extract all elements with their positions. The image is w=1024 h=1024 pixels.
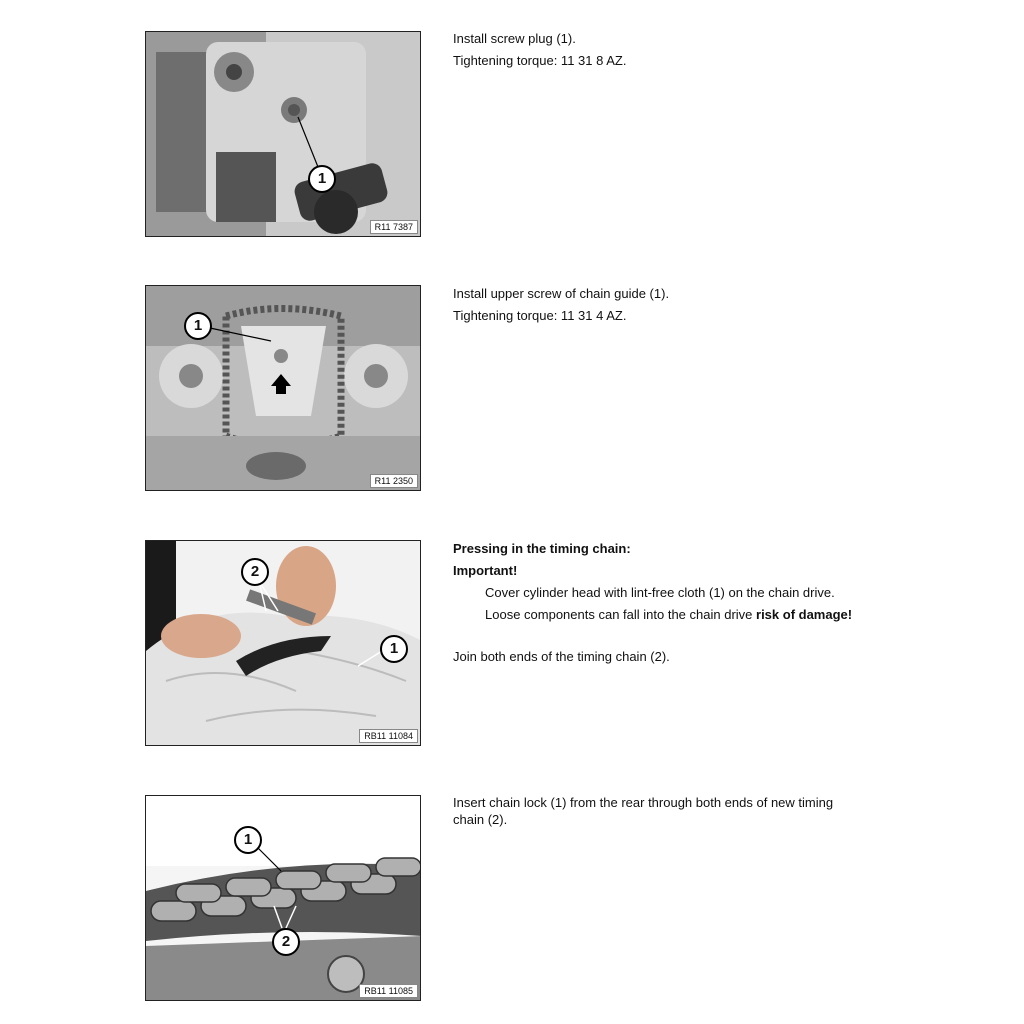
step-1-photo (145, 31, 421, 237)
step-2-text (453, 283, 903, 327)
important-label: Important! (453, 563, 518, 578)
step-3-photo (145, 540, 421, 746)
step-2-photo (145, 285, 421, 491)
step-1-figure-ref: R11 7387 (370, 220, 418, 234)
step-3-callout-2: 2 (250, 563, 260, 580)
step-2-callout-1: 1 (193, 317, 203, 334)
risk-of-damage: risk of damage! (756, 607, 853, 622)
step-3-instruction: Join both ends of the timing chain (2). (453, 649, 670, 664)
step-1-callout-1: 1 (317, 170, 327, 187)
step-4-figure-ref: RB11 11085 (359, 984, 418, 998)
engine-screw-plug-image (146, 32, 421, 237)
step-1-text (453, 28, 903, 72)
step-2-figure-ref: R11 2350 (370, 474, 418, 488)
important-note-cloth: Cover cylinder head with lint-free cloth (1) on the chain drive. (485, 585, 835, 600)
step-4-instruction-line-1: Insert chain lock (1) from the rear through both ends of new timing (453, 795, 834, 810)
step-4-callout-2: 2 (281, 933, 291, 950)
chain-guide-image (146, 286, 421, 491)
step-2-instruction: Install upper screw of chain guide (1). (453, 286, 670, 301)
step-3-text (453, 538, 903, 668)
step-4-photo (145, 795, 421, 1001)
step-1-instruction: Install screw plug (1). (453, 31, 576, 46)
important-note-damage (453, 604, 903, 626)
chain-lock-image (146, 796, 421, 1001)
step-3-callout-1: 1 (389, 640, 399, 657)
step-2-torque: Tightening torque: 11 31 4 AZ. (453, 308, 627, 323)
step-3-heading: Pressing in the timing chain: (453, 541, 631, 556)
step-1-torque: Tightening torque: 11 31 8 AZ. (453, 53, 627, 68)
step-4-instruction-line-2: chain (2). (453, 812, 508, 827)
damage-note-text: Loose components can fall into the chain drive (485, 607, 753, 622)
step-4-text (453, 794, 903, 828)
step-3-figure-ref: RB11 11084 (359, 729, 418, 743)
timing-chain-cloth-image (146, 541, 421, 746)
step-4-callout-1: 1 (243, 831, 253, 848)
